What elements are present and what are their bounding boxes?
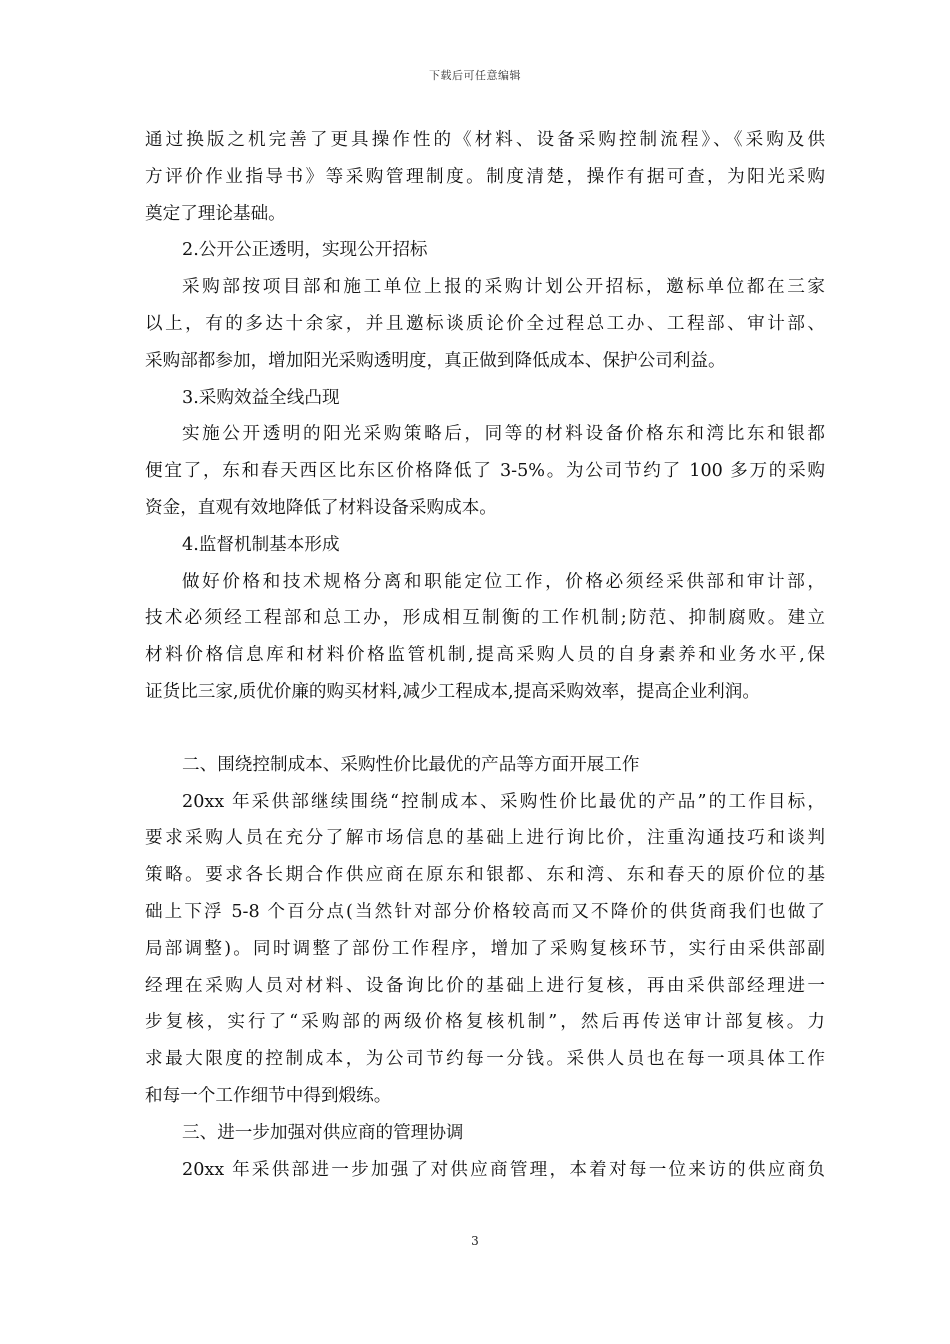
- text-line: 技术必须经工程部和总工办，形成相互制衡的工作机制;防范、抑制腐败。建立: [145, 608, 825, 629]
- section-heading: 3.采购效益全线凸现: [182, 387, 340, 408]
- text-line: 材料价格信息库和材料价格监管机制,提高采购人员的自身素养和业务水平,保: [145, 645, 825, 666]
- text-line: 策略。要求各长期合作供应商在原东和银都、东和湾、东和春天的原价位的基: [145, 865, 825, 886]
- text-line: 步复核，实行了“采购部的两级价格复核机制”，然后再传送审计部复核。力: [145, 1012, 825, 1033]
- text-line: 证货比三家,质优价廉的购买材料,减少工程成本,提高采购效率，提高企业利润。: [145, 681, 760, 702]
- text-line: 实施公开透明的阳光采购策略后，同等的材料设备价格东和湾比东和银都: [182, 424, 825, 445]
- text-line: 以上，有的多达十余家，并且邀标谈质论价全过程总工办、工程部、审计部、: [145, 313, 825, 334]
- text-line: 方评价作业指导书》等采购管理制度。制度清楚，操作有据可查，为阳光采购: [145, 166, 825, 187]
- text-line: 通过换版之机完善了更具操作性的《材料、设备采购控制流程》、《采购及供: [145, 130, 825, 150]
- text-line: 奠定了理论基础。: [145, 203, 286, 224]
- text-line: 便宜了，东和春天西区比东区价格降低了 3-5%。为公司节约了 100 多万的采购: [145, 461, 825, 482]
- section-heading: 二、围绕控制成本、采购性价比最优的产品等方面开展工作: [182, 754, 640, 775]
- text-line: 20xx 年采供部进一步加强了对供应商管理，本着对每一位来访的供应商负: [182, 1159, 825, 1180]
- text-line: 和每一个工作细节中得到煅练。: [145, 1085, 392, 1106]
- paragraph-gap: [145, 711, 825, 747]
- text-line: 经理在采购人员对材料、设备询比价的基础上进行复核，再由采供部经理进一: [145, 975, 825, 996]
- text-line: 做好价格和技术规格分离和职能定位工作，价格必须经采供部和审计部，: [182, 571, 825, 592]
- page-header: 下载后可任意编辑: [429, 69, 521, 82]
- text-line: 局部调整)。同时调整了部份工作程序，增加了采购复核环节，实行由采供部副: [145, 938, 825, 959]
- section-heading: 2.公开公正透明，实现公开招标: [182, 240, 428, 261]
- text-line: 求最大限度的控制成本，为公司节约每一分钱。采供人员也在每一项具体工作: [145, 1049, 825, 1070]
- document-body: [145, 122, 825, 1188]
- text-line: 采购部都参加，增加阳光采购透明度，真正做到降低成本、保护公司利益。: [145, 350, 726, 371]
- text-line: 要求采购人员在充分了解市场信息的基础上进行询比价，注重沟通技巧和谈判: [145, 828, 825, 849]
- text-line: 20xx 年采供部继续围绕“控制成本、采购性价比最优的产品”的工作目标，: [182, 791, 825, 812]
- text-line: 础上下浮 5-8 个百分点(当然针对部分价格较高而又不降价的供货商我们也做了: [145, 901, 825, 922]
- section-heading: 4.监督机制基本形成: [182, 534, 340, 555]
- section-heading: 三、进一步加强对供应商的管理协调: [182, 1122, 464, 1143]
- page-number: 3: [471, 1234, 479, 1248]
- text-line: 资金，直观有效地降低了材料设备采购成本。: [145, 497, 497, 518]
- text-line: 采购部按项目部和施工单位上报的采购计划公开招标，邀标单位都在三家: [182, 277, 825, 298]
